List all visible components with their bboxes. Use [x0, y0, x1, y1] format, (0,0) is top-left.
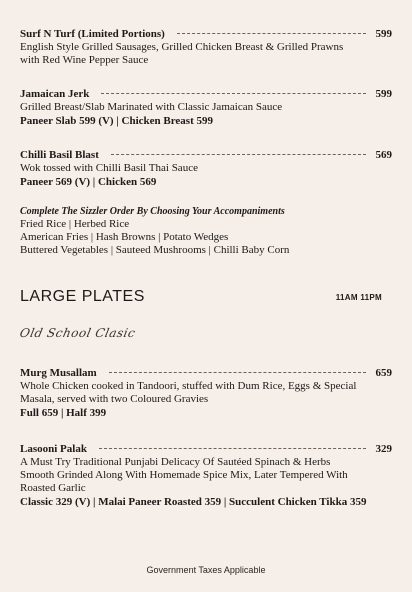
menu-item-price: 599 — [375, 28, 392, 40]
section-header — [20, 288, 392, 306]
menu-item-variants: Paneer Slab 599 (V) | Chicken Breast 599 — [20, 115, 213, 127]
menu-item-price: 569 — [375, 149, 392, 161]
menu-item-name: Lasooni Palak — [20, 443, 87, 455]
accompaniments-title: Complete The Sizzler Order By Choosing Your Accompaniments — [20, 206, 285, 217]
menu-item-variants: Classic 329 (V) | Malai Paneer Roasted 359 | Succulent Chicken Tikka 359 — [20, 496, 367, 508]
section-title: LARGE PLATES — [20, 288, 145, 305]
menu-item — [20, 28, 392, 67]
menu-item — [20, 443, 392, 509]
description-line: Wok tossed with Chilli Basil Thai Sauce — [20, 162, 198, 174]
menu-item-header — [20, 443, 392, 455]
dotted-leader — [99, 448, 366, 449]
menu-item — [20, 149, 392, 189]
dotted-leader — [101, 93, 365, 94]
dotted-leader — [111, 154, 366, 155]
description-line: Whole Chicken cooked in Tandoori, stuffed with Dum Rice, Eggs & Special — [20, 380, 357, 392]
menu-item-header — [20, 28, 392, 40]
accompaniments-block — [20, 205, 392, 257]
accompaniments-line: Buttered Vegetables | Sauteed Mushrooms | Chilli Baby Corn — [20, 244, 290, 256]
description-line: Smooth Grinded Along With Homemade Spice Mix, Later Tempered With — [20, 469, 348, 481]
menu-item-description — [20, 101, 392, 114]
description-line: A Must Try Traditional Punjabi Delicacy Of Sautéed Spinach & Herbs — [20, 456, 331, 468]
section-hours: 11AM 11PM — [335, 292, 382, 302]
dotted-leader — [109, 372, 366, 373]
menu-item-price: 329 — [375, 443, 392, 455]
menu-item-variants: Paneer 569 (V) | Chicken 569 — [20, 176, 157, 188]
menu-item-price: 659 — [375, 367, 392, 379]
menu-item-description — [20, 41, 392, 67]
footer-note: Government Taxes Applicable — [146, 565, 266, 575]
menu-item — [20, 88, 392, 128]
description-line: Grilled Breast/Slab Marinated with Classic Jamaican Sauce — [20, 101, 283, 113]
menu-item-name: Surf N Turf (Limited Portions) — [20, 28, 165, 40]
accompaniments-line: Fried Rice | Herbed Rice — [20, 218, 130, 230]
menu-item-variants: Full 659 | Half 399 — [20, 407, 107, 419]
accompaniments-line: American Fries | Hash Browns | Potato Wedges — [20, 231, 229, 243]
menu-item-name: Murg Musallam — [20, 367, 97, 379]
menu-item-name: Chilli Basil Blast — [20, 149, 99, 161]
section-subtitle: Old School Clasic — [18, 326, 137, 340]
description-line: Roasted Garlic — [20, 482, 86, 494]
menu-item-description — [20, 380, 392, 406]
description-line: English Style Grilled Sausages, Grilled Chicken Breast & Grilled Prawns — [20, 41, 344, 53]
menu-item-description — [20, 456, 392, 495]
menu-item-description — [20, 162, 392, 175]
menu-item-header — [20, 88, 392, 100]
menu-item-header — [20, 149, 392, 161]
dotted-leader — [177, 33, 366, 34]
menu-item — [20, 367, 392, 420]
menu-item-price: 599 — [375, 88, 392, 100]
description-line: Masala, served with two Coloured Gravies — [20, 393, 209, 405]
menu-item-name: Jamaican Jerk — [20, 88, 90, 100]
description-line: with Red Wine Pepper Sauce — [20, 54, 149, 66]
menu-item-header — [20, 367, 392, 379]
